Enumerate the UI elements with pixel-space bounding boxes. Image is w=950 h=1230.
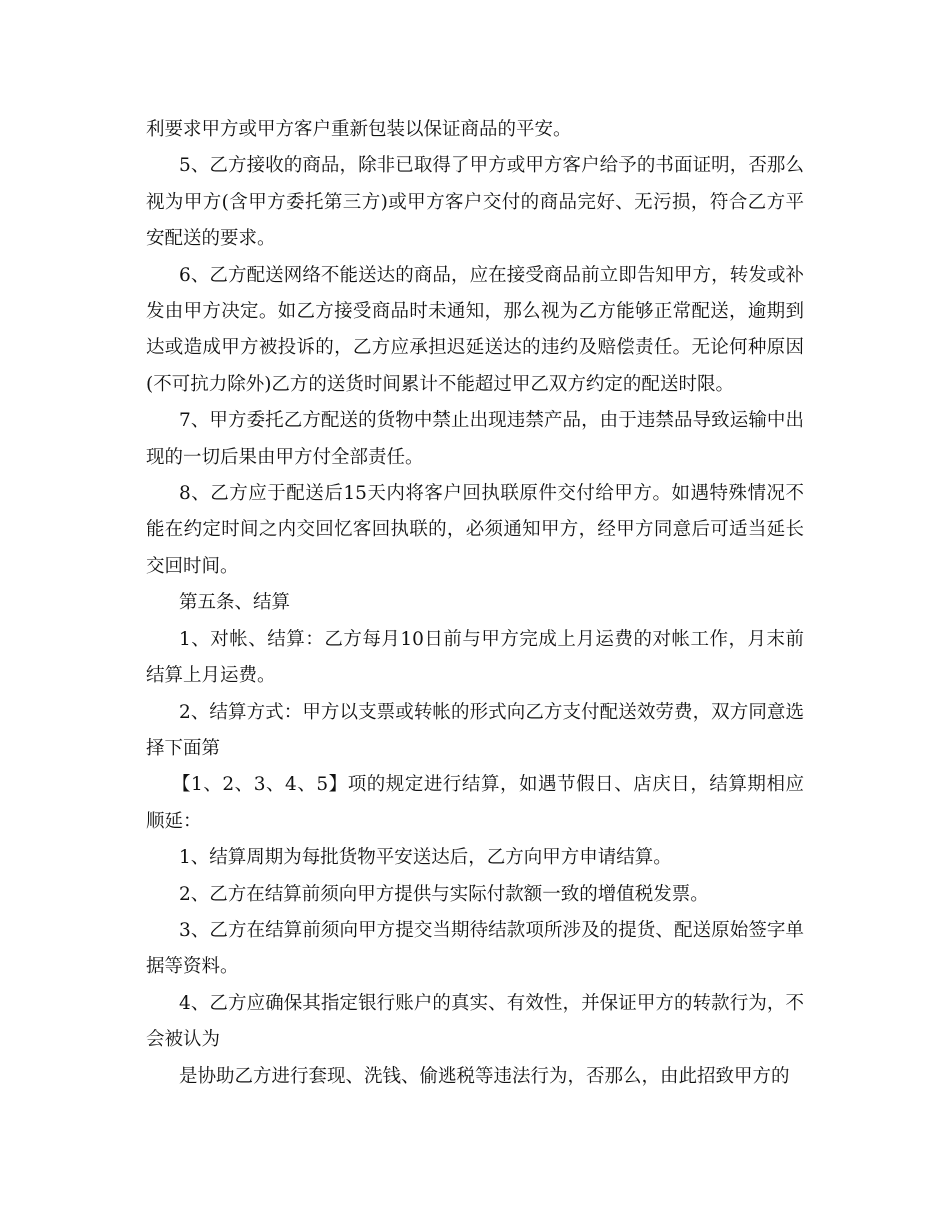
settlement-item-4: 4、乙方应确保其指定银行账户的真实、有效性，并保证甲方的转款行为，不会被认为 xyxy=(146,992,804,1051)
clause-5-2: 2、结算方式：甲方以支票或转帐的形式向乙方支付配送效劳费，双方同意选择下面第 xyxy=(146,701,804,759)
settlement-item-4-continuation: 是协助乙方进行套现、洗钱、偷逃税等违法行为，否那么，由此招致甲方的 xyxy=(179,1065,790,1087)
paragraph-continuation: 利要求甲方或甲方客户重新包装以保证商品的平安。 xyxy=(146,119,572,140)
document-body xyxy=(146,112,804,1095)
clause-5-1: 1、对帐、结算：乙方每月10日前与甲方完成上月运费的对帐工作，月末前结算上月运费。 xyxy=(146,628,804,687)
settlement-item-1: 1、结算周期为每批货物平安送达后，乙方向甲方申请结算。 xyxy=(179,847,672,869)
clause-4-6: 6、乙方配送网络不能送达的商品，应在接受商品前立即告知甲方，转发或补发由甲方决定。如乙方接受商品时未通知，那么视为乙方能够正常配送，逾期到达或造成甲方被投诉的，乙方应承担迟延送达的违约及赔偿责任。无论何种原因(不可抗力除外)乙方的送货时间累计不能超过甲乙双方约定的配送时限。 xyxy=(146,264,804,395)
clause-4-5: 5、乙方接收的商品，除非已取得了甲方或甲方客户给予的书面证明，否那么视为甲方(含甲方委托第三方)或甲方客户交付的商品完好、无污损，符合乙方平安配送的要求。 xyxy=(146,155,804,250)
settlement-item-3: 3、乙方在结算前须向甲方提交当期待结款项所涉及的提货、配送原始签字单据等资料。 xyxy=(146,919,804,978)
clause-4-7: 7、甲方委托乙方配送的货物中禁止出现违禁产品，由于违禁品导致运输中出现的一切后果由甲方付全部责任。 xyxy=(146,410,804,468)
clause-5-2-continuation: 【1、2、3、4、5】项的规定进行结算，如遇节假日、店庆日，结算期相应顺延： xyxy=(146,774,804,832)
clause-4-8: 8、乙方应于配送后15天内将客户回执联原件交付给甲方。如遇特殊情况不能在约定时间之内交回忆客回执联的，必须通知甲方，经甲方同意后可适当延长交回时间。 xyxy=(146,483,804,577)
settlement-item-2: 2、乙方在结算前须向甲方提供与实际付款额一致的增值税发票。 xyxy=(179,883,709,905)
section-heading-article-5: 第五条、结算 xyxy=(179,592,291,614)
